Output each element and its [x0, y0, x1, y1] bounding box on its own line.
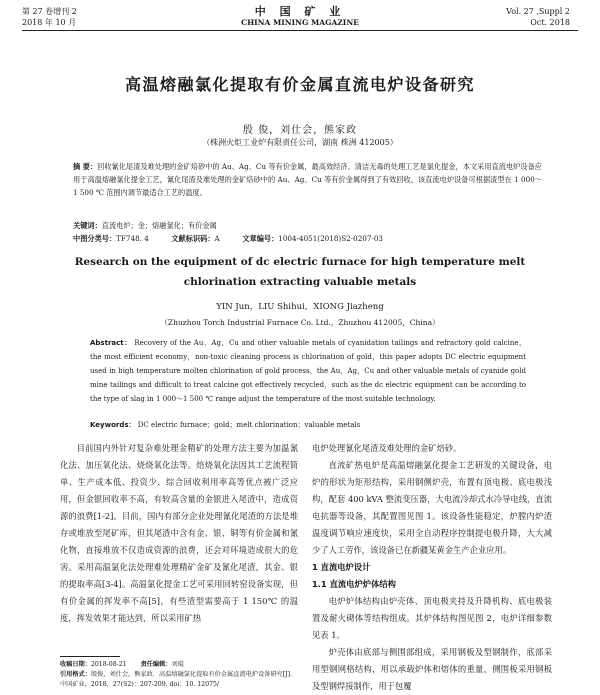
keywords-en: [90, 420, 360, 430]
journal-name-cn: 中 国 矿 业: [254, 5, 346, 18]
affiliation-en: （Zhuzhou Torch Industrial Furnace Co. Ltd.，Zhuzhou 412005，China）: [160, 318, 440, 327]
abstract-cn-label: 摘 要：: [73, 162, 98, 171]
editor-name: 刘琨: [171, 661, 184, 668]
authors-cn: 殷 俊，刘仕会，熊家政: [242, 125, 358, 136]
date-en: Oct. 2018: [530, 18, 570, 27]
abstract-en: [90, 336, 526, 406]
abstract-cn-text: 回收氰化尾渣及难处理的金矿焙砂中的 Au、Ag、Cu 等有价金属，最高效经济、清洁无毒的处理工艺是氯化提金，本文采用直流电炉设备应用于高温熔融氯化提金工艺，氰化尾渣及难处理的金矿焙砂中的 Au、Ag、Cu 等有价金属得到了有效回收，该直流电炉设备可根据渣型在 1 000～1 500 ℃ 范围内调节最适合工艺的温度。: [73, 162, 542, 197]
body-column-left: [60, 440, 298, 627]
body-paragraph: 目前国内外针对复杂难处理金精矿的处理方法主要为加温氰化法、加压氧化法、烧烧氧化法等。焙烧氧化法因其工艺流程简单、生产成本低、投资少、综合回收利用率高等优点被广泛应用，但金银回收率不高，有较高含量的金银进入尾渣中，造成资源的浪费[1-2]。目前，国内有部分企业处理氰化尾渣的方法是堆存或堆放至尾矿库，但其尾渣中含有金、银、铜等有价金属和氰化物，直接堆放不仅造成资源的浪费，还会对环境造成很大的危害。采用高温氯化法处理难处理精矿金矿及氰化尾渣，其金、银的提取率高[3-4]。高温氯化提金工艺可采用回转窑设备实现，但有价金属的挥发率不高[5]，有些渣型需要高于 1 150℃ 的温度，挥发效果才能达到，所以采用矿热: [60, 443, 298, 623]
abstract-en-text: Recovery of the Au，Ag，Cu and other valuable metals of cyanidation tailings and refractory gold calcine，the most efficient economy，non-toxic cleaning process is chlorination of gold，this paper adopts DC electric equipment used in high temperature molten chlorination of gold process，the Au，Ag，Cu and other valuable metals of cyanide gold mine tailings and difficult to treat calcine got effectively recycled，such as the dc electric equipment can be according to the type of slag in 1 000～1 500 ℃ range adjust the temperature of the most suitable technology.: [90, 339, 526, 403]
affiliation-cn: （株洲火炬工业炉有限责任公司，湖南 株洲 412005）: [202, 138, 398, 147]
keywords-cn-text: 直流电炉；金；熔融氯化；有价金属: [101, 221, 217, 230]
authors-en: YIN Jun，LIU Shihui，XIONG Jiazheng: [216, 302, 384, 312]
clc-value: TF748. 4: [116, 234, 149, 243]
footnote-citation: [60, 670, 300, 690]
volume-en: Vol. 27 ,Suppl 2: [506, 7, 570, 16]
body-column-right: [312, 440, 552, 695]
body-paragraph: 炉壳体由底部与侧围部组成，采用钢板及型钢制作，底部采用型钢网格结构，用以承载炉体和熔体的重量，侧围板采用钢板及型钢焊接制作，用于包覆: [312, 647, 552, 691]
header-rule: [22, 30, 578, 31]
body-paragraph: 电炉炉体结构由炉壳体、顶电极夹持及升降机构、底电极装置及耐火砌体等结构组成。其炉体结构图见图 2，电炉详细参数见表 1。: [312, 596, 552, 640]
footnote: [60, 660, 300, 690]
keywords-cn: [73, 220, 217, 231]
paper-title-cn: 高温熔融氯化提取有价金属直流电炉设备研究: [124, 75, 475, 94]
subsection-heading: 1.1 直流电炉炉体结构: [312, 579, 396, 589]
footnote-rule: [60, 656, 120, 657]
journal-volume-info: [506, 6, 570, 28]
issue-date: 2018 年 10 月: [22, 18, 77, 27]
article-no-label: 文章编号：: [242, 234, 279, 243]
keywords-cn-label: 关键词：: [73, 221, 102, 230]
keywords-en-text: DC electric furnace；gold；melt chlorination；valuable metals: [137, 421, 361, 429]
abstract-cn: [73, 160, 542, 199]
citation-text: 殷俊，刘仕会，熊家政．高温熔融氯化提取有价金属直流电炉设备研究[J]．中国矿业，2018，27(S2)：207-209. doi：10. 12075/: [60, 671, 297, 688]
received-label: 收稿日期：: [60, 661, 91, 668]
doc-code-label: 文献标识码：: [171, 234, 215, 243]
doc-code-value: A: [214, 234, 220, 243]
body-paragraph: 直流矿热电炉是高温熔融氯化提金工艺研发的关键设备，电炉的形状为矩形结构，采用钢侧炉壳，布置有顶电极、底电极浅构，配套 400 kVA 整流变压器，大电流冷却式水冷导电线，直流电抗器等设备，其配置图见图 1。该设备性能稳定，炉膛内炉渣温度调节响应速度快，采用全自动程序控制提电极升降，大大减少了人工劳作，该设备已在新疆某黄金生产企业应用。: [312, 460, 552, 555]
abstract-en-label: Abstract：: [90, 339, 132, 347]
issue-volume: 第 27 卷增刊 2: [22, 7, 77, 16]
footnote-received: [60, 660, 300, 670]
clc-label: 中图分类号：: [73, 234, 117, 243]
keywords-en-label: Keywords：: [90, 421, 136, 429]
article-no-value: 1004-4051(2018)S2-0207-03: [278, 234, 383, 243]
classification-line: [73, 233, 383, 244]
received-date: 2018-08-21: [90, 661, 127, 668]
body-paragraph: 电炉处理氰化尾渣及难处理的金矿焙砂。: [312, 443, 462, 453]
section-heading: 1 直流电炉设计: [312, 562, 371, 572]
editor-label: 责任编辑：: [140, 661, 172, 668]
journal-name-en: CHINA MINING MAGAZINE: [241, 18, 359, 27]
citation-label: 引用格式：: [60, 671, 91, 678]
paper-title-en: Research on the equipment of dc electric furnace for high temperature melt chlorination extracting valuable metals: [74, 256, 526, 288]
